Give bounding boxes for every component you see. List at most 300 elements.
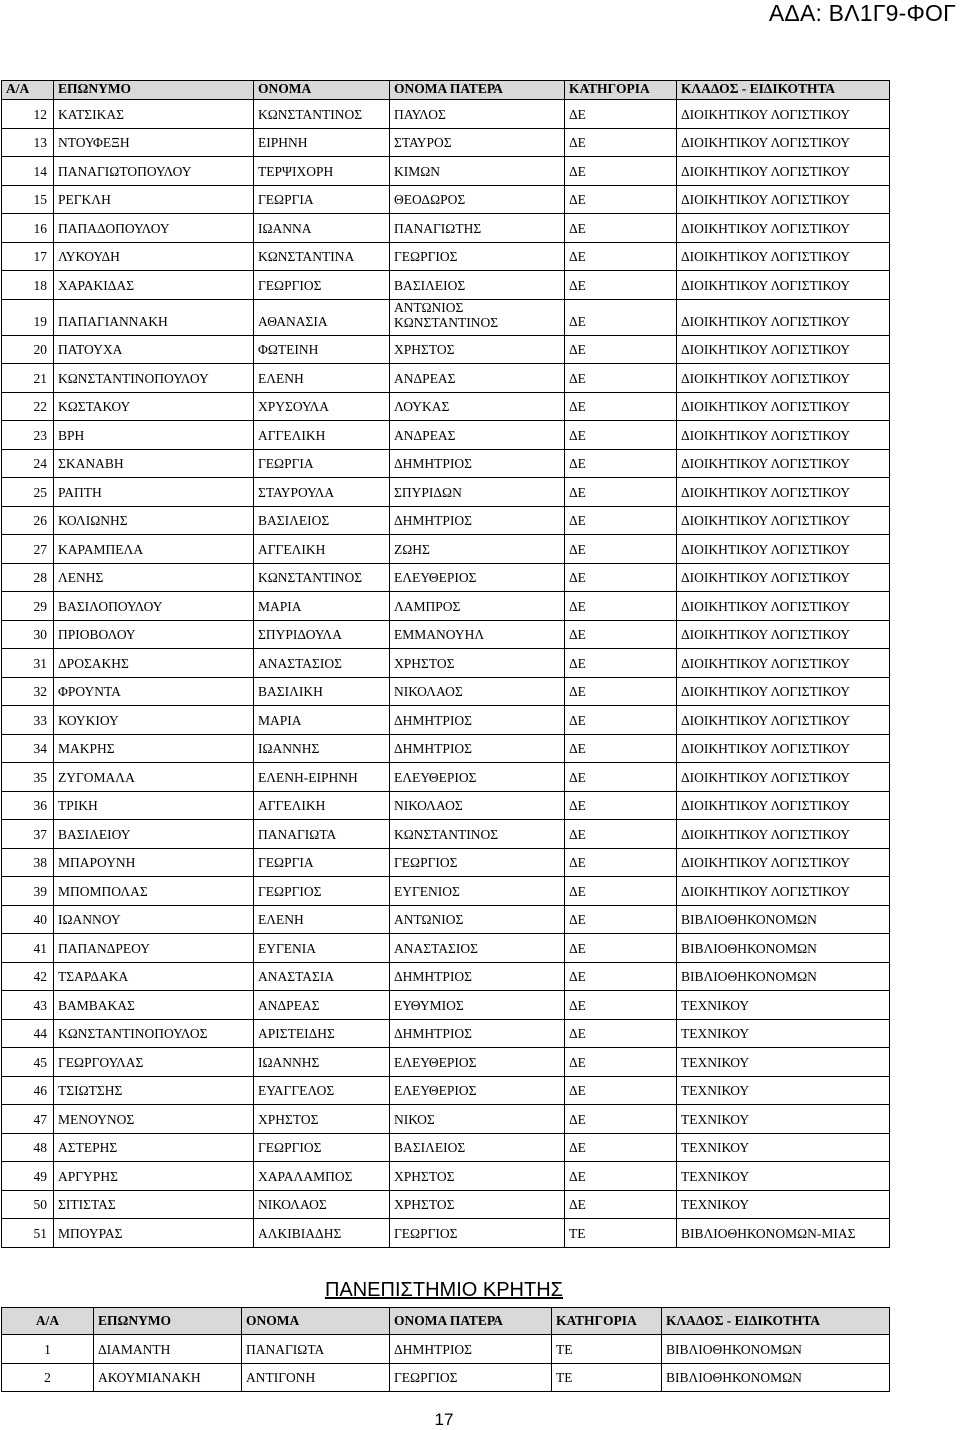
cell-father-name: ΧΡΗΣΤΟΣ [390, 1162, 565, 1191]
cell-aa: 31 [2, 649, 54, 678]
cell-branch: ΒΙΒΛΙΟΘΗΚΟΝΟΜΩΝ [662, 1335, 890, 1364]
cell-branch: ΔΙΟΙΚΗΤΙΚΟΥ ΛΟΓΙΣΤΙΚΟΥ [677, 677, 890, 706]
cell-name: ΑΡΙΣΤΕΙΔΗΣ [254, 1019, 390, 1048]
cell-aa: 44 [2, 1019, 54, 1048]
cell-name: ΓΕΩΡΓΙΟΣ [254, 877, 390, 906]
father-name-line: ΚΩΝΣΤΑΝΤΙΝΟΣ [394, 314, 499, 330]
cell-aa: 25 [2, 478, 54, 507]
table-row [2, 677, 890, 706]
cell-category: ΔΕ [565, 1190, 677, 1219]
cell-name: ΧΡΥΣΟΥΛΑ [254, 392, 390, 421]
table-row [2, 1219, 890, 1248]
col-header-category: ΚΑΤΗΓΟΡΙΑ [565, 81, 677, 100]
table-row [2, 791, 890, 820]
cell-surname: ΡΑΠΤΗ [54, 478, 254, 507]
page-number: 17 [434, 1410, 454, 1429]
col-header-father-name: ΟΝΟΜΑ ΠΑΤΕΡΑ [390, 81, 565, 100]
table-row [2, 364, 890, 393]
cell-name: ΝΙΚΟΛΑΟΣ [254, 1190, 390, 1219]
cell-aa: 42 [2, 962, 54, 991]
col-header-aa: Α/Α [2, 1308, 94, 1335]
cell-branch: ΒΙΒΛΙΟΘΗΚΟΝΟΜΩΝ [677, 962, 890, 991]
cell-name: ΕΥΑΓΓΕΛΟΣ [254, 1076, 390, 1105]
cell-category: ΔΕ [565, 848, 677, 877]
cell-category: ΔΕ [565, 905, 677, 934]
cell-name: ΙΩΑΝΝΑ [254, 214, 390, 243]
cell-aa: 24 [2, 449, 54, 478]
cell-category: ΔΕ [565, 592, 677, 621]
cell-branch: ΔΙΟΙΚΗΤΙΚΟΥ ΛΟΓΙΣΤΙΚΟΥ [677, 506, 890, 535]
cell-aa: 35 [2, 763, 54, 792]
cell-aa: 47 [2, 1105, 54, 1134]
cell-aa: 29 [2, 592, 54, 621]
cell-category: ΔΕ [565, 214, 677, 243]
table-row [2, 934, 890, 963]
cell-father-name: ΧΡΗΣΤΟΣ [390, 335, 565, 364]
cell-surname: ΠΑΝΑΓΙΩΤΟΠΟΥΛΟΥ [54, 157, 254, 186]
cell-name: ΕΥΓΕΝΙΑ [254, 934, 390, 963]
cell-surname: ΔΙΑΜΑΝΤΗ [94, 1335, 242, 1364]
cell-name: ΕΛΕΝΗ [254, 364, 390, 393]
cell-father-name: ΝΙΚΟΣ [390, 1105, 565, 1134]
table-row [2, 392, 890, 421]
table-row [2, 335, 890, 364]
cell-aa: 16 [2, 214, 54, 243]
table-row [2, 271, 890, 300]
cell-aa: 23 [2, 421, 54, 450]
cell-father-name: ΕΜΜΑΝΟΥΗΛ [390, 620, 565, 649]
cell-name: ΧΑΡΑΛΑΜΠΟΣ [254, 1162, 390, 1191]
cell-category: ΔΕ [565, 962, 677, 991]
table-header-row [2, 81, 890, 100]
cell-father-name: ΚΙΜΩΝ [390, 157, 565, 186]
cell-aa: 32 [2, 677, 54, 706]
cell-surname: ΒΑΣΙΛΟΠΟΥΛΟΥ [54, 592, 254, 621]
cell-name: ΑΛΚΙΒΙΑΔΗΣ [254, 1219, 390, 1248]
cell-father-name: ΑΝΤΩΝΙΟΣ [390, 905, 565, 934]
table-row [2, 478, 890, 507]
table-row [2, 1105, 890, 1134]
cell-category: ΔΕ [565, 1133, 677, 1162]
cell-aa: 22 [2, 392, 54, 421]
cell-name: ΣΠΥΡΙΔΟΥΛΑ [254, 620, 390, 649]
cell-father-name: ΔΗΜΗΤΡΙΟΣ [390, 506, 565, 535]
cell-surname: ΧΑΡΑΚΙΔΑΣ [54, 271, 254, 300]
cell-aa: 20 [2, 335, 54, 364]
cell-category: ΔΕ [565, 620, 677, 649]
cell-category: ΔΕ [565, 335, 677, 364]
cell-surname: ΓΕΩΡΓΟΥΛΑΣ [54, 1048, 254, 1077]
cell-surname: ΤΡΙΚΗ [54, 791, 254, 820]
table-row [2, 157, 890, 186]
cell-branch: ΔΙΟΙΚΗΤΙΚΟΥ ΛΟΓΙΣΤΙΚΟΥ [677, 214, 890, 243]
cell-surname: ΣΚΑΝΑΒΗ [54, 449, 254, 478]
cell-category: ΤΕ [552, 1363, 662, 1392]
cell-father-name: ΔΗΜΗΤΡΙΟΣ [390, 962, 565, 991]
table-row [2, 1335, 890, 1364]
cell-branch: ΔΙΟΙΚΗΤΙΚΟΥ ΛΟΓΙΣΤΙΚΟΥ [677, 848, 890, 877]
cell-aa: 30 [2, 620, 54, 649]
cell-aa: 38 [2, 848, 54, 877]
cell-name: ΓΕΩΡΓΙΑ [254, 848, 390, 877]
cell-surname: ΒΡΗ [54, 421, 254, 450]
cell-category: ΔΕ [565, 157, 677, 186]
cell-category: ΔΕ [565, 1162, 677, 1191]
cell-branch: ΔΙΟΙΚΗΤΙΚΟΥ ΛΟΓΙΣΤΙΚΟΥ [677, 649, 890, 678]
cell-father-name: ΛΟΥΚΑΣ [390, 392, 565, 421]
cell-father-name: ΔΗΜΗΤΡΙΟΣ [390, 1019, 565, 1048]
cell-aa: 46 [2, 1076, 54, 1105]
cell-father-name: ΒΑΣΙΛΕΙΟΣ [390, 271, 565, 300]
table-row [2, 962, 890, 991]
table-row [2, 877, 890, 906]
cell-surname: ΠΡΙΟΒΟΛΟΥ [54, 620, 254, 649]
cell-aa: 17 [2, 242, 54, 271]
cell-category: ΔΕ [565, 421, 677, 450]
cell-category: ΔΕ [565, 877, 677, 906]
cell-branch: ΔΙΟΙΚΗΤΙΚΟΥ ΛΟΓΙΣΤΙΚΟΥ [677, 791, 890, 820]
cell-name: ΚΩΝΣΤΑΝΤΙΝΑ [254, 242, 390, 271]
cell-father-name: ΓΕΩΡΓΙΟΣ [390, 242, 565, 271]
cell-branch: ΔΙΟΙΚΗΤΙΚΟΥ ΛΟΓΙΣΤΙΚΟΥ [677, 592, 890, 621]
cell-aa: 21 [2, 364, 54, 393]
cell-category: ΔΕ [565, 1076, 677, 1105]
cell-aa: 41 [2, 934, 54, 963]
cell-surname: ΖΥΓΟΜΑΛΑ [54, 763, 254, 792]
cell-surname: ΦΡΟΥΝΤΑ [54, 677, 254, 706]
cell-surname: ΚΟΥΚΙΟΥ [54, 706, 254, 735]
col-header-branch: ΚΛΑΔΟΣ - ΕΙΔΙΚΟΤΗΤΑ [662, 1308, 890, 1335]
cell-category: ΔΕ [565, 299, 677, 335]
cell-father-name: ΓΕΩΡΓΙΟΣ [390, 848, 565, 877]
cell-surname: ΜΠΟΥΡΑΣ [54, 1219, 254, 1248]
cell-branch: ΔΙΟΙΚΗΤΙΚΟΥ ΛΟΓΙΣΤΙΚΟΥ [677, 449, 890, 478]
cell-aa: 45 [2, 1048, 54, 1077]
cell-category: ΔΕ [565, 734, 677, 763]
cell-name: ΑΝΑΣΤΑΣΙΑ [254, 962, 390, 991]
table-row [2, 1048, 890, 1077]
cell-surname: ΤΣΑΡΔΑΚΑ [54, 962, 254, 991]
cell-category: ΔΕ [565, 506, 677, 535]
cell-name: ΑΝΤΙΓΟΝΗ [242, 1363, 390, 1392]
table-row [2, 734, 890, 763]
cell-category: ΔΕ [565, 934, 677, 963]
table-row [2, 905, 890, 934]
cell-father-name: ΑΝΑΣΤΑΣΙΟΣ [390, 934, 565, 963]
cell-aa: 26 [2, 506, 54, 535]
cell-branch: ΔΙΟΙΚΗΤΙΚΟΥ ΛΟΓΙΣΤΙΚΟΥ [677, 364, 890, 393]
col-header-category: ΚΑΤΗΓΟΡΙΑ [552, 1308, 662, 1335]
table-row [2, 449, 890, 478]
cell-name: ΙΩΑΝΝΗΣ [254, 734, 390, 763]
cell-category: ΔΕ [565, 242, 677, 271]
cell-category: ΔΕ [565, 185, 677, 214]
cell-surname: ΒΑΣΙΛΕΙΟΥ [54, 820, 254, 849]
cell-branch: ΔΙΟΙΚΗΤΙΚΟΥ ΛΟΓΙΣΤΙΚΟΥ [677, 877, 890, 906]
cell-name: ΜΑΡΙΑ [254, 592, 390, 621]
ada-code: ΑΔΑ: ΒΛ1Γ9-ΦΟΓ [768, 0, 956, 26]
table-row [2, 991, 890, 1020]
cell-branch: ΔΙΟΙΚΗΤΙΚΟΥ ΛΟΓΙΣΤΙΚΟΥ [677, 157, 890, 186]
cell-branch: ΤΕΧΝΙΚΟΥ [677, 991, 890, 1020]
cell-name: ΚΩΝΣΤΑΝΤΙΝΟΣ [254, 563, 390, 592]
cell-branch: ΔΙΟΙΚΗΤΙΚΟΥ ΛΟΓΙΣΤΙΚΟΥ [677, 820, 890, 849]
cell-father-name: ΠΑΥΛΟΣ [390, 100, 565, 129]
cell-branch: ΔΙΟΙΚΗΤΙΚΟΥ ΛΟΓΙΣΤΙΚΟΥ [677, 563, 890, 592]
cell-father-name: ΔΗΜΗΤΡΙΟΣ [390, 1335, 552, 1364]
table-row [2, 185, 890, 214]
cell-aa: 43 [2, 991, 54, 1020]
cell-surname: ΒΑΜΒΑΚΑΣ [54, 991, 254, 1020]
university-crete-table [1, 1307, 890, 1392]
cell-name: ΦΩΤΕΙΝΗ [254, 335, 390, 364]
table-row [2, 1162, 890, 1191]
cell-father-name: ΕΛΕΥΘΕΡΙΟΣ [390, 563, 565, 592]
cell-surname: ΠΑΤΟΥΧΑ [54, 335, 254, 364]
table-row [2, 100, 890, 129]
table-header-row [2, 1308, 890, 1335]
table-row [2, 242, 890, 271]
cell-surname: ΡΕΓΚΛΗ [54, 185, 254, 214]
cell-category: ΤΕ [552, 1335, 662, 1364]
cell-name: ΓΕΩΡΓΙΑ [254, 449, 390, 478]
cell-father-name: ΔΗΜΗΤΡΙΟΣ [390, 706, 565, 735]
cell-branch: ΔΙΟΙΚΗΤΙΚΟΥ ΛΟΓΙΣΤΙΚΟΥ [677, 185, 890, 214]
section-title: ΠΑΝΕΠΙΣΤΗΜΙΟ ΚΡΗΤΗΣ [324, 1279, 564, 1301]
cell-surname: ΠΑΠΑΓΙΑΝΝΑΚΗ [54, 299, 254, 335]
cell-branch: ΤΕΧΝΙΚΟΥ [677, 1190, 890, 1219]
cell-name: ΙΩΑΝΝΗΣ [254, 1048, 390, 1077]
cell-branch: ΤΕΧΝΙΚΟΥ [677, 1162, 890, 1191]
cell-father-name: ΚΩΝΣΤΑΝΤΙΝΟΣ [390, 820, 565, 849]
cell-father-name: ΛΑΜΠΡΟΣ [390, 592, 565, 621]
cell-father-name: ΓΕΩΡΓΙΟΣ [390, 1219, 565, 1248]
table-row [2, 763, 890, 792]
cell-father-name: ΝΙΚΟΛΑΟΣ [390, 791, 565, 820]
cell-aa: 12 [2, 100, 54, 129]
cell-name: ΓΕΩΡΓΙΟΣ [254, 1133, 390, 1162]
col-header-surname: ΕΠΩΝΥΜΟ [94, 1308, 242, 1335]
cell-branch: ΔΙΟΙΚΗΤΙΚΟΥ ΛΟΓΙΣΤΙΚΟΥ [677, 299, 890, 335]
col-header-aa: Α/Α [2, 81, 54, 100]
cell-father-name: ΔΗΜΗΤΡΙΟΣ [390, 734, 565, 763]
cell-aa: 51 [2, 1219, 54, 1248]
cell-name: ΒΑΣΙΛΕΙΟΣ [254, 506, 390, 535]
table-row [2, 649, 890, 678]
cell-father-name: ΠΑΝΑΓΙΩΤΗΣ [390, 214, 565, 243]
cell-branch: ΒΙΒΛΙΟΘΗΚΟΝΟΜΩΝ [662, 1363, 890, 1392]
table-row [2, 506, 890, 535]
cell-category: ΔΕ [565, 1019, 677, 1048]
cell-aa: 13 [2, 128, 54, 157]
cell-surname: ΜΠΟΜΠΟΛΑΣ [54, 877, 254, 906]
cell-category: ΔΕ [565, 820, 677, 849]
cell-name: ΧΡΗΣΤΟΣ [254, 1105, 390, 1134]
cell-surname: ΣΙΤΙΣΤΑΣ [54, 1190, 254, 1219]
cell-father-name: ΣΤΑΥΡΟΣ [390, 128, 565, 157]
cell-name: ΕΛΕΝΗ-ΕΙΡΗΝΗ [254, 763, 390, 792]
cell-category: ΔΕ [565, 763, 677, 792]
cell-branch: ΤΕΧΝΙΚΟΥ [677, 1133, 890, 1162]
cell-surname: ΜΑΚΡΗΣ [54, 734, 254, 763]
col-header-father-name: ΟΝΟΜΑ ΠΑΤΕΡΑ [390, 1308, 552, 1335]
cell-father-name: ΑΝΔΡΕΑΣ [390, 421, 565, 450]
table-row [2, 706, 890, 735]
table-row [2, 1190, 890, 1219]
cell-category: ΔΕ [565, 449, 677, 478]
cell-father-name: ΕΥΓΕΝΙΟΣ [390, 877, 565, 906]
cell-name: ΑΝΔΡΕΑΣ [254, 991, 390, 1020]
cell-aa: 40 [2, 905, 54, 934]
cell-name: ΓΕΩΡΓΙΑ [254, 185, 390, 214]
table-row [2, 535, 890, 564]
cell-name: ΓΕΩΡΓΙΟΣ [254, 271, 390, 300]
col-header-name: ΟΝΟΜΑ [242, 1308, 390, 1335]
table-row [2, 214, 890, 243]
cell-branch: ΔΙΟΙΚΗΤΙΚΟΥ ΛΟΓΙΣΤΙΚΟΥ [677, 620, 890, 649]
cell-name: ΑΓΓΕΛΙΚΗ [254, 791, 390, 820]
cell-aa: 34 [2, 734, 54, 763]
cell-branch: ΒΙΒΛΙΟΘΗΚΟΝΟΜΩΝ [677, 905, 890, 934]
table-row [2, 1133, 890, 1162]
cell-surname: ΑΚΟΥΜΙΑΝΑΚΗ [94, 1363, 242, 1392]
cell-branch: ΔΙΟΙΚΗΤΙΚΟΥ ΛΟΓΙΣΤΙΚΟΥ [677, 763, 890, 792]
cell-name: ΒΑΣΙΛΙΚΗ [254, 677, 390, 706]
cell-branch: ΔΙΟΙΚΗΤΙΚΟΥ ΛΟΓΙΣΤΙΚΟΥ [677, 392, 890, 421]
cell-category: ΔΕ [565, 706, 677, 735]
cell-surname: ΝΤΟΥΦΕΞΗ [54, 128, 254, 157]
cell-father-name: ΕΛΕΥΘΕΡΙΟΣ [390, 1076, 565, 1105]
cell-surname: ΚΩΣΤΑΚΟΥ [54, 392, 254, 421]
cell-name: ΜΑΡΙΑ [254, 706, 390, 735]
cell-category: ΔΕ [565, 1048, 677, 1077]
cell-name: ΑΓΓΕΛΙΚΗ [254, 535, 390, 564]
cell-aa: 15 [2, 185, 54, 214]
cell-category: ΔΕ [565, 563, 677, 592]
father-name-line: ΑΝΤΩΝΙΟΣ [394, 299, 464, 315]
table-row [2, 299, 890, 335]
cell-aa: 49 [2, 1162, 54, 1191]
cell-surname: ΠΑΠΑΝΔΡΕΟΥ [54, 934, 254, 963]
cell-surname: ΚΩΝΣΤΑΝΤΙΝΟΠΟΥΛΟΥ [54, 364, 254, 393]
cell-father-name: ΣΠΥΡΙΔΩΝ [390, 478, 565, 507]
cell-father-name: ΕΛΕΥΘΕΡΙΟΣ [390, 763, 565, 792]
cell-surname: ΜΠΑΡΟΥΝΗ [54, 848, 254, 877]
table-row [2, 620, 890, 649]
cell-branch: ΔΙΟΙΚΗΤΙΚΟΥ ΛΟΓΙΣΤΙΚΟΥ [677, 478, 890, 507]
cell-aa: 19 [2, 299, 54, 335]
cell-aa: 27 [2, 535, 54, 564]
table-row [2, 592, 890, 621]
cell-category: ΔΕ [565, 1105, 677, 1134]
table-row [2, 563, 890, 592]
cell-category: ΔΕ [565, 649, 677, 678]
cell-father-name: ΘΕΟΔΩΡΟΣ [390, 185, 565, 214]
cell-branch: ΔΙΟΙΚΗΤΙΚΟΥ ΛΟΓΙΣΤΙΚΟΥ [677, 100, 890, 129]
cell-surname: ΚΑΤΣΙΚΑΣ [54, 100, 254, 129]
cell-father-name: ΧΡΗΣΤΟΣ [390, 1190, 565, 1219]
cell-name: ΑΓΓΕΛΙΚΗ [254, 421, 390, 450]
cell-aa: 28 [2, 563, 54, 592]
cell-category: ΔΕ [565, 364, 677, 393]
cell-surname: ΛΕΝΗΣ [54, 563, 254, 592]
cell-father-name: ΕΛΕΥΘΕΡΙΟΣ [390, 1048, 565, 1077]
cell-surname: ΚΩΝΣΤΑΝΤΙΝΟΠΟΥΛΟΣ [54, 1019, 254, 1048]
cell-name: ΚΩΝΣΤΑΝΤΙΝΟΣ [254, 100, 390, 129]
cell-name: ΑΝΑΣΤΑΣΙΟΣ [254, 649, 390, 678]
cell-aa: 18 [2, 271, 54, 300]
cell-name: ΕΛΕΝΗ [254, 905, 390, 934]
cell-aa: 33 [2, 706, 54, 735]
cell-surname: ΑΣΤΕΡΗΣ [54, 1133, 254, 1162]
cell-aa: 36 [2, 791, 54, 820]
cell-category: ΤΕ [565, 1219, 677, 1248]
cell-branch: ΔΙΟΙΚΗΤΙΚΟΥ ΛΟΓΙΣΤΙΚΟΥ [677, 421, 890, 450]
cell-branch: ΤΕΧΝΙΚΟΥ [677, 1048, 890, 1077]
cell-surname: ΜΕΝΟΥΝΟΣ [54, 1105, 254, 1134]
cell-surname: ΤΣΙΩΤΣΗΣ [54, 1076, 254, 1105]
cell-surname: ΙΩΑΝΝΟΥ [54, 905, 254, 934]
cell-branch: ΔΙΟΙΚΗΤΙΚΟΥ ΛΟΓΙΣΤΙΚΟΥ [677, 242, 890, 271]
cell-category: ΔΕ [565, 128, 677, 157]
table-row [2, 128, 890, 157]
cell-aa: 48 [2, 1133, 54, 1162]
cell-surname: ΠΑΠΑΔΟΠΟΥΛΟΥ [54, 214, 254, 243]
cell-branch: ΔΙΟΙΚΗΤΙΚΟΥ ΛΟΓΙΣΤΙΚΟΥ [677, 734, 890, 763]
table-row [2, 421, 890, 450]
cell-category: ΔΕ [565, 271, 677, 300]
cell-father-name: ΝΙΚΟΛΑΟΣ [390, 677, 565, 706]
cell-aa: 50 [2, 1190, 54, 1219]
col-header-branch: ΚΛΑΔΟΣ - ΕΙΔΙΚΟΤΗΤΑ [677, 81, 890, 100]
cell-father-name: ΧΡΗΣΤΟΣ [390, 649, 565, 678]
cell-surname: ΚΟΛΙΩΝΗΣ [54, 506, 254, 535]
cell-branch: ΔΙΟΙΚΗΤΙΚΟΥ ΛΟΓΙΣΤΙΚΟΥ [677, 535, 890, 564]
cell-category: ΔΕ [565, 677, 677, 706]
cell-category: ΔΕ [565, 100, 677, 129]
cell-branch: ΤΕΧΝΙΚΟΥ [677, 1019, 890, 1048]
table-row [2, 1076, 890, 1105]
table-row [2, 1019, 890, 1048]
cell-name: ΣΤΑΥΡΟΥΛΑ [254, 478, 390, 507]
cell-father-name: ΔΗΜΗΤΡΙΟΣ [390, 449, 565, 478]
cell-father-name [390, 299, 565, 335]
cell-surname: ΔΡΟΣΑΚΗΣ [54, 649, 254, 678]
cell-branch: ΤΕΧΝΙΚΟΥ [677, 1076, 890, 1105]
col-header-name: ΟΝΟΜΑ [254, 81, 390, 100]
cell-branch: ΔΙΟΙΚΗΤΙΚΟΥ ΛΟΓΙΣΤΙΚΟΥ [677, 128, 890, 157]
col-header-surname: ΕΠΩΝΥΜΟ [54, 81, 254, 100]
cell-aa: 2 [2, 1363, 94, 1392]
cell-branch: ΔΙΟΙΚΗΤΙΚΟΥ ΛΟΓΙΣΤΙΚΟΥ [677, 706, 890, 735]
cell-name: ΕΙΡΗΝΗ [254, 128, 390, 157]
cell-father-name: ΒΑΣΙΛΕΙΟΣ [390, 1133, 565, 1162]
cell-father-name: ΓΕΩΡΓΙΟΣ [390, 1363, 552, 1392]
cell-father-name: ΕΥΘΥΜΙΟΣ [390, 991, 565, 1020]
cell-surname: ΚΑΡΑΜΠΕΛΑ [54, 535, 254, 564]
cell-branch: ΔΙΟΙΚΗΤΙΚΟΥ ΛΟΓΙΣΤΙΚΟΥ [677, 271, 890, 300]
cell-name: ΤΕΡΨΙΧΟΡΗ [254, 157, 390, 186]
personnel-table [1, 80, 890, 1248]
cell-surname: ΑΡΓΥΡΗΣ [54, 1162, 254, 1191]
table-row [2, 848, 890, 877]
cell-branch: ΤΕΧΝΙΚΟΥ [677, 1105, 890, 1134]
cell-category: ΔΕ [565, 478, 677, 507]
table-row [2, 1363, 890, 1392]
cell-name: ΠΑΝΑΓΙΩΤΑ [254, 820, 390, 849]
cell-aa: 37 [2, 820, 54, 849]
cell-category: ΔΕ [565, 791, 677, 820]
